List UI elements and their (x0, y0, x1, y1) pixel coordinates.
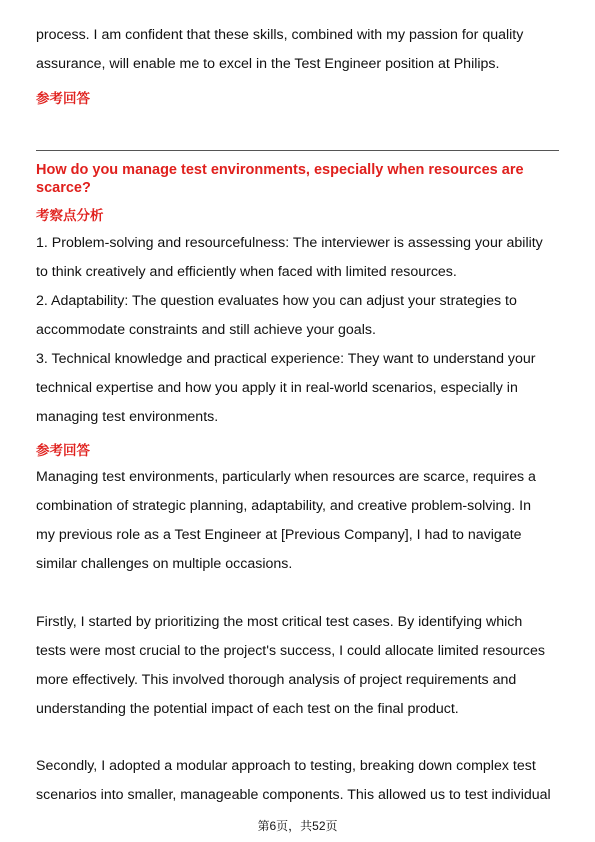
answer-line: my previous role as a Test Engineer at [Previous Company], I had to navigate (36, 527, 522, 543)
analysis-line: technical expertise and how you apply it in real-world scenarios, especially in (36, 380, 518, 396)
answer-line: understanding the potential impact of each test on the final product. (36, 701, 459, 717)
analysis-line: managing test environments. (36, 409, 219, 425)
answer-line: similar challenges on multiple occasions. (36, 556, 293, 572)
answer-line: tests were most crucial to the project's success, I could allocate limited resources (36, 643, 545, 659)
reference-answer-label: 参考回答 (36, 91, 90, 106)
analysis-label: 考察点分析 (36, 208, 104, 223)
question-heading-line: How do you manage test environments, especially when resources are (36, 162, 524, 178)
answer-line: combination of strategic planning, adaptability, and creative problem-solving. In (36, 498, 532, 514)
answer-line: more effectively. This involved thorough analysis of project requirements and (36, 672, 517, 688)
analysis-line: 1. Problem-solving and resourcefulness: The interviewer is assessing your ability (36, 235, 543, 251)
page-number-footer: 第6页，共52页 (257, 819, 338, 833)
intro-line: process. I am confident that these skills, combined with my passion for quality (36, 27, 524, 43)
analysis-line: 2. Adaptability: The question evaluates how you can adjust your strategies to (36, 293, 517, 309)
answer-line: Managing test environments, particularly when resources are scarce, requires a (36, 469, 536, 485)
answer-line: Firstly, I started by prioritizing the most critical test cases. By identifying which (36, 614, 523, 630)
analysis-line: to think creatively and efficiently when faced with limited resources. (36, 264, 457, 280)
analysis-line: 3. Technical knowledge and practical experience: They want to understand your (36, 351, 536, 367)
question-heading-line: scarce? (36, 180, 91, 196)
section-divider (36, 150, 559, 151)
answer-line: scenarios into smaller, manageable components. This allowed us to test individual (36, 787, 551, 803)
analysis-line: accommodate constraints and still achieve your goals. (36, 322, 376, 338)
reference-answer-label: 参考回答 (36, 443, 90, 458)
intro-line: assurance, will enable me to excel in the Test Engineer position at Philips. (36, 56, 500, 72)
answer-line: Secondly, I adopted a modular approach to testing, breaking down complex test (36, 758, 536, 774)
